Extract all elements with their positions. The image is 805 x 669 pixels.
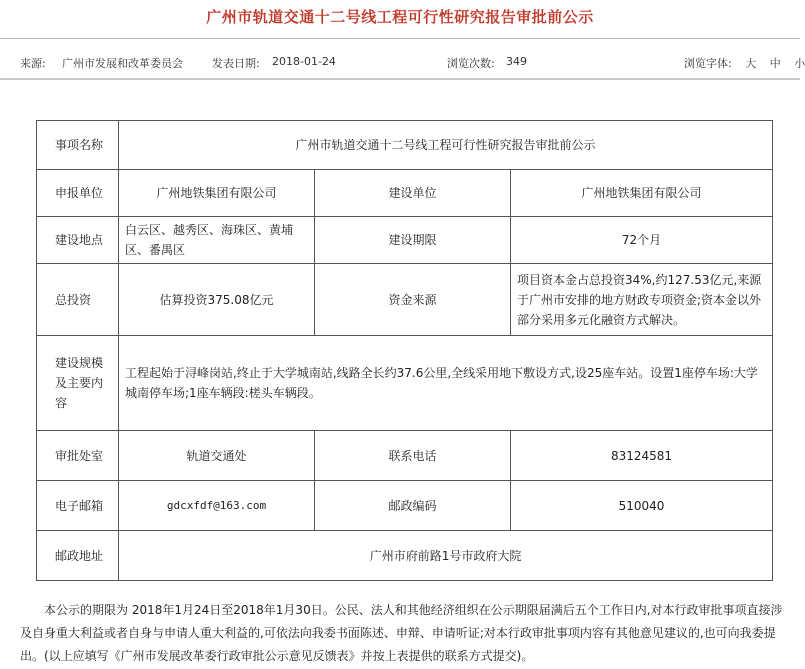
date-value: 2018-01-24	[272, 55, 336, 68]
phone-label: 联系电话	[315, 431, 511, 481]
table-row	[37, 431, 773, 481]
table-row	[37, 531, 773, 581]
scale-label: 建设规模及主要内容	[37, 336, 119, 431]
address-label: 邮政地址	[37, 531, 119, 581]
applicant-label: 申报单位	[37, 170, 119, 217]
font-size-control	[684, 55, 805, 71]
article-meta-bar	[0, 46, 805, 80]
views-label: 浏览次数:	[447, 57, 495, 70]
font-size-label: 浏览字体:	[684, 57, 732, 70]
font-size-medium-option[interactable]: 中	[769, 57, 781, 70]
period-label: 建设期限	[315, 217, 511, 264]
font-size-large-option[interactable]: 大	[745, 57, 757, 70]
approval-info-table	[36, 120, 773, 581]
page-title: 广州市轨道交通十二号线工程可行性研究报告审批前公示	[206, 8, 594, 26]
source-label: 来源:	[20, 57, 46, 70]
applicant-value: 广州地铁集团有限公司	[119, 170, 315, 217]
source-value: 广州市发展和改革委员会	[62, 57, 183, 70]
font-size-small-option[interactable]: 小	[794, 57, 805, 70]
table-row	[37, 336, 773, 431]
postcode-label: 邮政编码	[315, 481, 511, 531]
funding-label: 资金来源	[315, 264, 511, 336]
title-divider	[0, 38, 800, 39]
email-value: gdcxfdf@163.com	[119, 481, 315, 531]
item-name-value: 广州市轨道交通十二号线工程可行性研究报告审批前公示	[119, 121, 773, 170]
investment-label: 总投资	[37, 264, 119, 336]
views-value: 349	[506, 55, 527, 68]
table-row	[37, 170, 773, 217]
builder-value: 广州地铁集团有限公司	[511, 170, 773, 217]
office-value: 轨道交通处	[119, 431, 315, 481]
table-row	[37, 121, 773, 170]
postcode-value: 510040	[511, 481, 773, 531]
phone-value: 83124581	[511, 431, 773, 481]
location-label: 建设地点	[37, 217, 119, 264]
table-row	[37, 264, 773, 336]
table-row	[37, 481, 773, 531]
date-label: 发表日期:	[212, 57, 260, 70]
scale-value: 工程起始于浔峰岗站,终止于大学城南站,线路全长约37.6公里,全线采用地下敷设方式,设25座车站。设置1座停车场:大学城南停车场;1座车辆段:槎头车辆段。	[119, 336, 773, 431]
email-label: 电子邮箱	[37, 481, 119, 531]
public-notice-paragraph: 本公示的期限为 2018年1月24日至2018年1月30日。公民、法人和其他经济组织在公示期限届满后五个工作日内,对本行政审批事项直接涉及自身重大利益或者自身与申请人重大利益的,可依法向我委书面陈述、申辩、申请听证;对本行政审批事项内容有其他意见建议的,也可向我委提出。(以上应填写《广州市发展改革委行政审批公示意见反馈表》并按上表提供的联系方式提交)。	[20, 603, 783, 663]
table-row	[37, 217, 773, 264]
location-value: 白云区、越秀区、海珠区、黄埔区、番禺区	[119, 217, 315, 264]
period-value: 72个月	[511, 217, 773, 264]
item-name-label: 事项名称	[37, 121, 119, 170]
investment-value: 估算投资375.08亿元	[119, 264, 315, 336]
builder-label: 建设单位	[315, 170, 511, 217]
address-value: 广州市府前路1号市政府大院	[119, 531, 773, 581]
office-label: 审批处室	[37, 431, 119, 481]
funding-value: 项目资本金占总投资34%,约127.53亿元,来源于广州市安排的地方财政专项资金;资本金以外部分采用多元化融资方式解决。	[511, 264, 773, 336]
